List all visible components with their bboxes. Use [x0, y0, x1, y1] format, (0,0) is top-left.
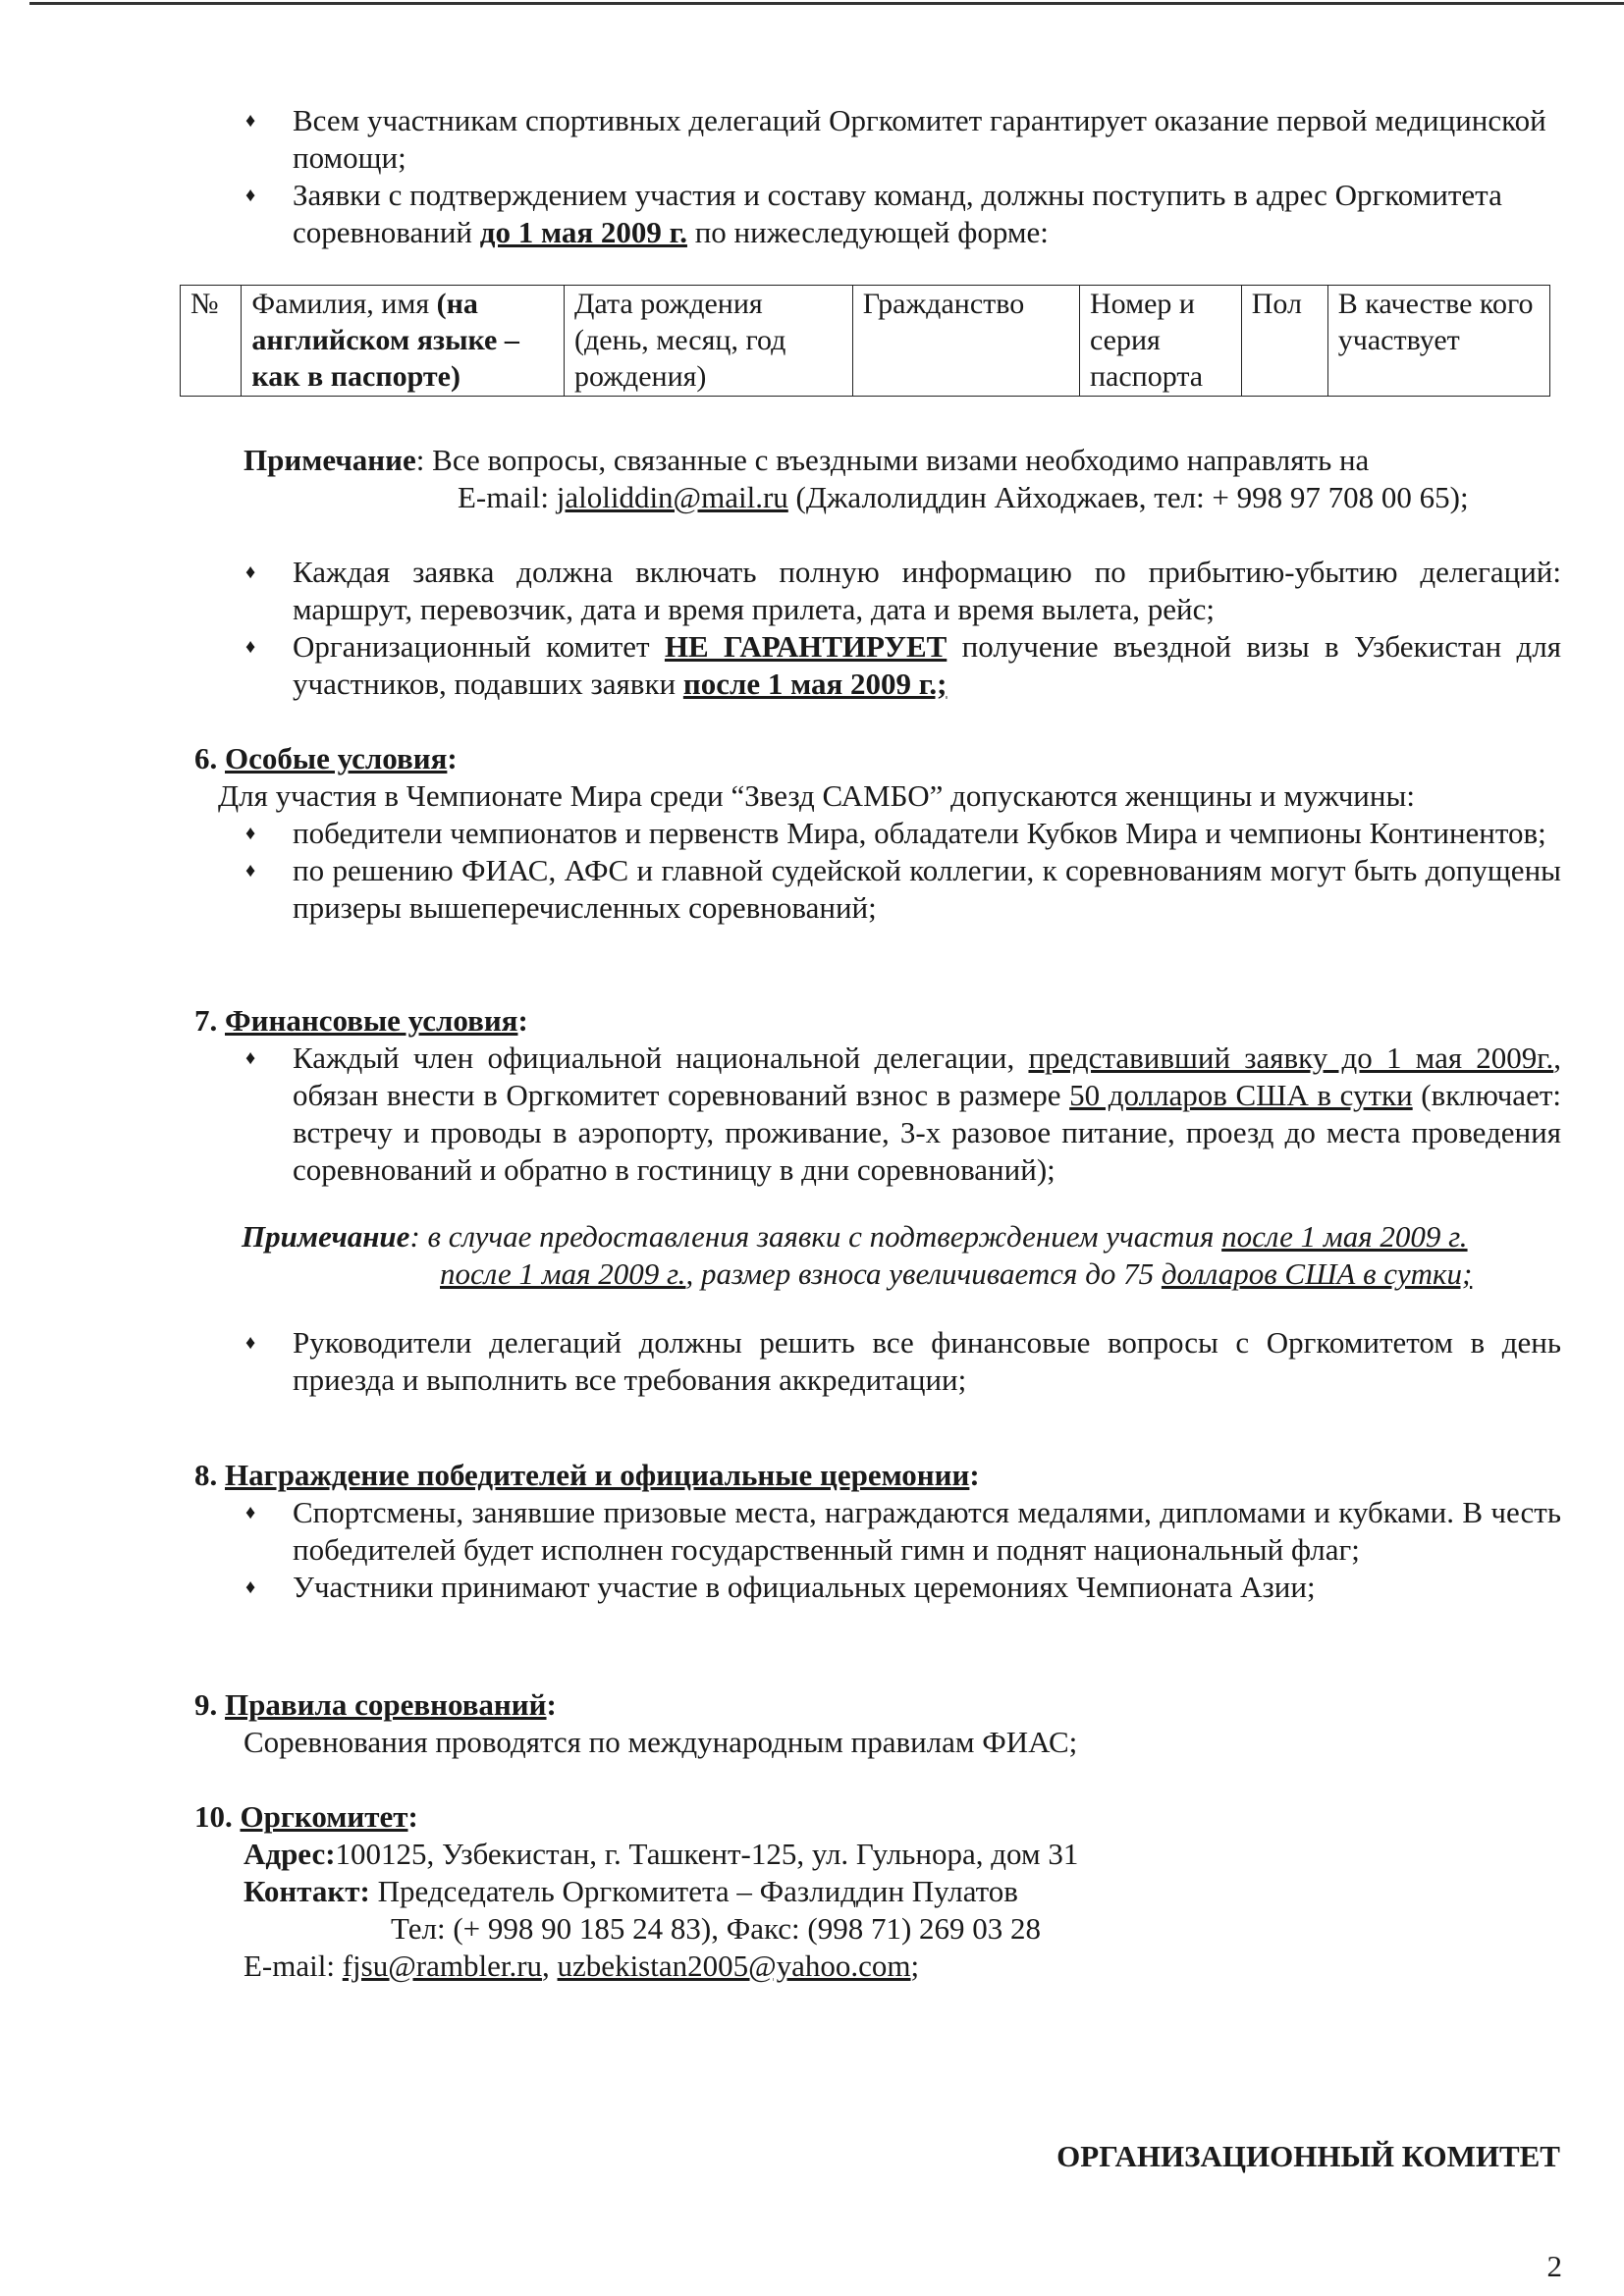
mid-bullets — [245, 554, 1561, 703]
list-item: ♦ по решению ФИАС, АФС и главной судейской коллегии, к соревнованиям могут быть допущены призеры вышеперечисленных соревнований; — [245, 853, 1561, 925]
email-line: E-mail: fjsu@rambler.ru, uzbekistan2005@yahoo.com; — [244, 1949, 920, 1983]
phone-line: Тел: (+ 998 90 185 24 83), Факс: (998 71) 269 03 28 — [391, 1911, 1042, 1946]
fee-note: Примечание: в случае предоставления заявки с подтверждением участия после 1 мая 2009 г. — [242, 1219, 1468, 1254]
table-header-cell: В качестве кого участвует — [1327, 286, 1549, 397]
bullet-icon: ♦ — [245, 110, 256, 132]
registration-form-table — [180, 285, 1550, 397]
section-heading: 6. Особые условия: — [194, 741, 458, 775]
bullet-icon: ♦ — [245, 823, 256, 844]
list-item: ♦ Организационный комитет НЕ ГАРАНТИРУЕТ получение въездной визы в Узбекистан для участников, подавших заявки после 1 мая 2009 г.; — [245, 629, 1562, 701]
bullet-icon: ♦ — [245, 1047, 256, 1069]
table-header-cell: Дата рождения (день, месяц, год рождения) — [564, 286, 852, 397]
section-heading: 8. Награждение победителей и официальные церемонии: — [194, 1458, 980, 1492]
list-item: ♦ Спортсмены, занявшие призовые места, награждаются медалями, дипломами и кубками. В честь победителей будет исполнен государственный гимн и поднят национальный флаг; — [245, 1495, 1561, 1567]
bullet-icon: ♦ — [245, 1576, 256, 1598]
list-item: ♦ победители чемпионатов и первенств Мира, обладатели Кубков Мира и чемпионы Континентов; — [245, 816, 1546, 850]
section-6 — [194, 740, 1561, 927]
fee-note-cont: после 1 мая 2009 г., размер взноса увеличивается до 75 долларов США в сутки; — [440, 1256, 1473, 1291]
section-7 — [194, 1002, 1561, 1399]
table-header-cell: Номер и серия паспорта — [1079, 286, 1241, 397]
list-item: ♦ Заявки с подтверждением участия и составу команд, должны поступить в адрес Оргкомитета соревнований до 1 мая 2009 г. по нижеследующей форме: — [245, 178, 1502, 249]
list-item: ♦ Участники принимают участие в официальных церемониях Чемпионата Азии; — [245, 1570, 1316, 1604]
table-header-cell: Фамилия, имя (на английском языке – как в паспорте) — [242, 286, 565, 397]
scan-top-border — [29, 2, 1624, 5]
contact-line: Контакт: Председатель Оргкомитета – Фазлиддин Пулатов — [244, 1874, 1018, 1908]
address-line: Адрес:100125, Узбекистан, г. Ташкент-125, ул. Гульнора, дом 31 — [244, 1837, 1079, 1871]
section-9: 9. Правила соревнований: Соревнования проводятся по международным правилам ФИАС; — [194, 1686, 1561, 1761]
section-10 — [194, 1798, 1561, 1985]
visa-note: Примечание: Все вопросы, связанные с въездными визами необходимо направлять на E-mail: jaloliddin@mail.ru (Джалолиддин Айходжаев, тел: + 998 97 708 00 65); — [244, 443, 1469, 514]
table-header-cell: № — [181, 286, 242, 397]
bullet-icon: ♦ — [245, 1332, 256, 1354]
list-item: ♦ Каждый член официальной национальной делегации, представивший заявку до 1 мая 2009г., обязан внести в Оргкомитет соревнований взнос в размере 50 долларов США в сутки (включает: встречу и проводы в аэропорту, проживание, 3-х разовое питание, проезд до места проведения соревнований и обратно в гостиницу в дни соревнований); — [245, 1041, 1562, 1187]
bullet-icon: ♦ — [245, 636, 256, 658]
section-heading: 7. Финансовые условия: — [194, 1003, 528, 1038]
bullet-icon: ♦ — [245, 860, 256, 881]
bullet-icon: ♦ — [245, 1502, 256, 1523]
bullet-icon: ♦ — [245, 185, 256, 206]
table-header-cell: Пол — [1241, 286, 1327, 397]
top-bullets — [245, 102, 1551, 251]
email-link[interactable]: jaloliddin@mail.ru — [556, 480, 788, 514]
bullet-icon: ♦ — [245, 561, 256, 583]
list-item: ♦ Руководители делегаций должны решить все финансовые вопросы с Оргкомитетом в день приезда и выполнить все требования аккредитации; — [245, 1325, 1561, 1397]
email-link[interactable]: uzbekistan2005@yahoo.com — [557, 1949, 911, 1983]
table-header-cell: Гражданство — [852, 286, 1079, 397]
signature: ОРГАНИЗАЦИОННЫЙ КОМИТЕТ — [1056, 2139, 1560, 2173]
section-8 — [194, 1457, 1561, 1606]
section-intro: Для участия в Чемпионате Мира среди “Звезд САМБО” допускаются женщины и мужчины: — [218, 778, 1415, 813]
section-heading: 9. Правила соревнований: — [194, 1687, 557, 1722]
email-link[interactable]: fjsu@rambler.ru — [342, 1949, 543, 1983]
list-item: ♦ Каждая заявка должна включать полную информацию по прибытию-убытию делегаций: маршрут, перевозчик, дата и время прилета, дата и время вылета, рейс; — [245, 555, 1561, 626]
list-item: ♦ Всем участникам спортивных делегаций Оргкомитет гарантирует оказание первой медицинской помощи; — [245, 103, 1546, 175]
section-heading: 10. Оргкомитет: — [194, 1799, 418, 1834]
page-number: 2 — [1546, 2249, 1562, 2283]
table-header-row — [181, 286, 1550, 397]
